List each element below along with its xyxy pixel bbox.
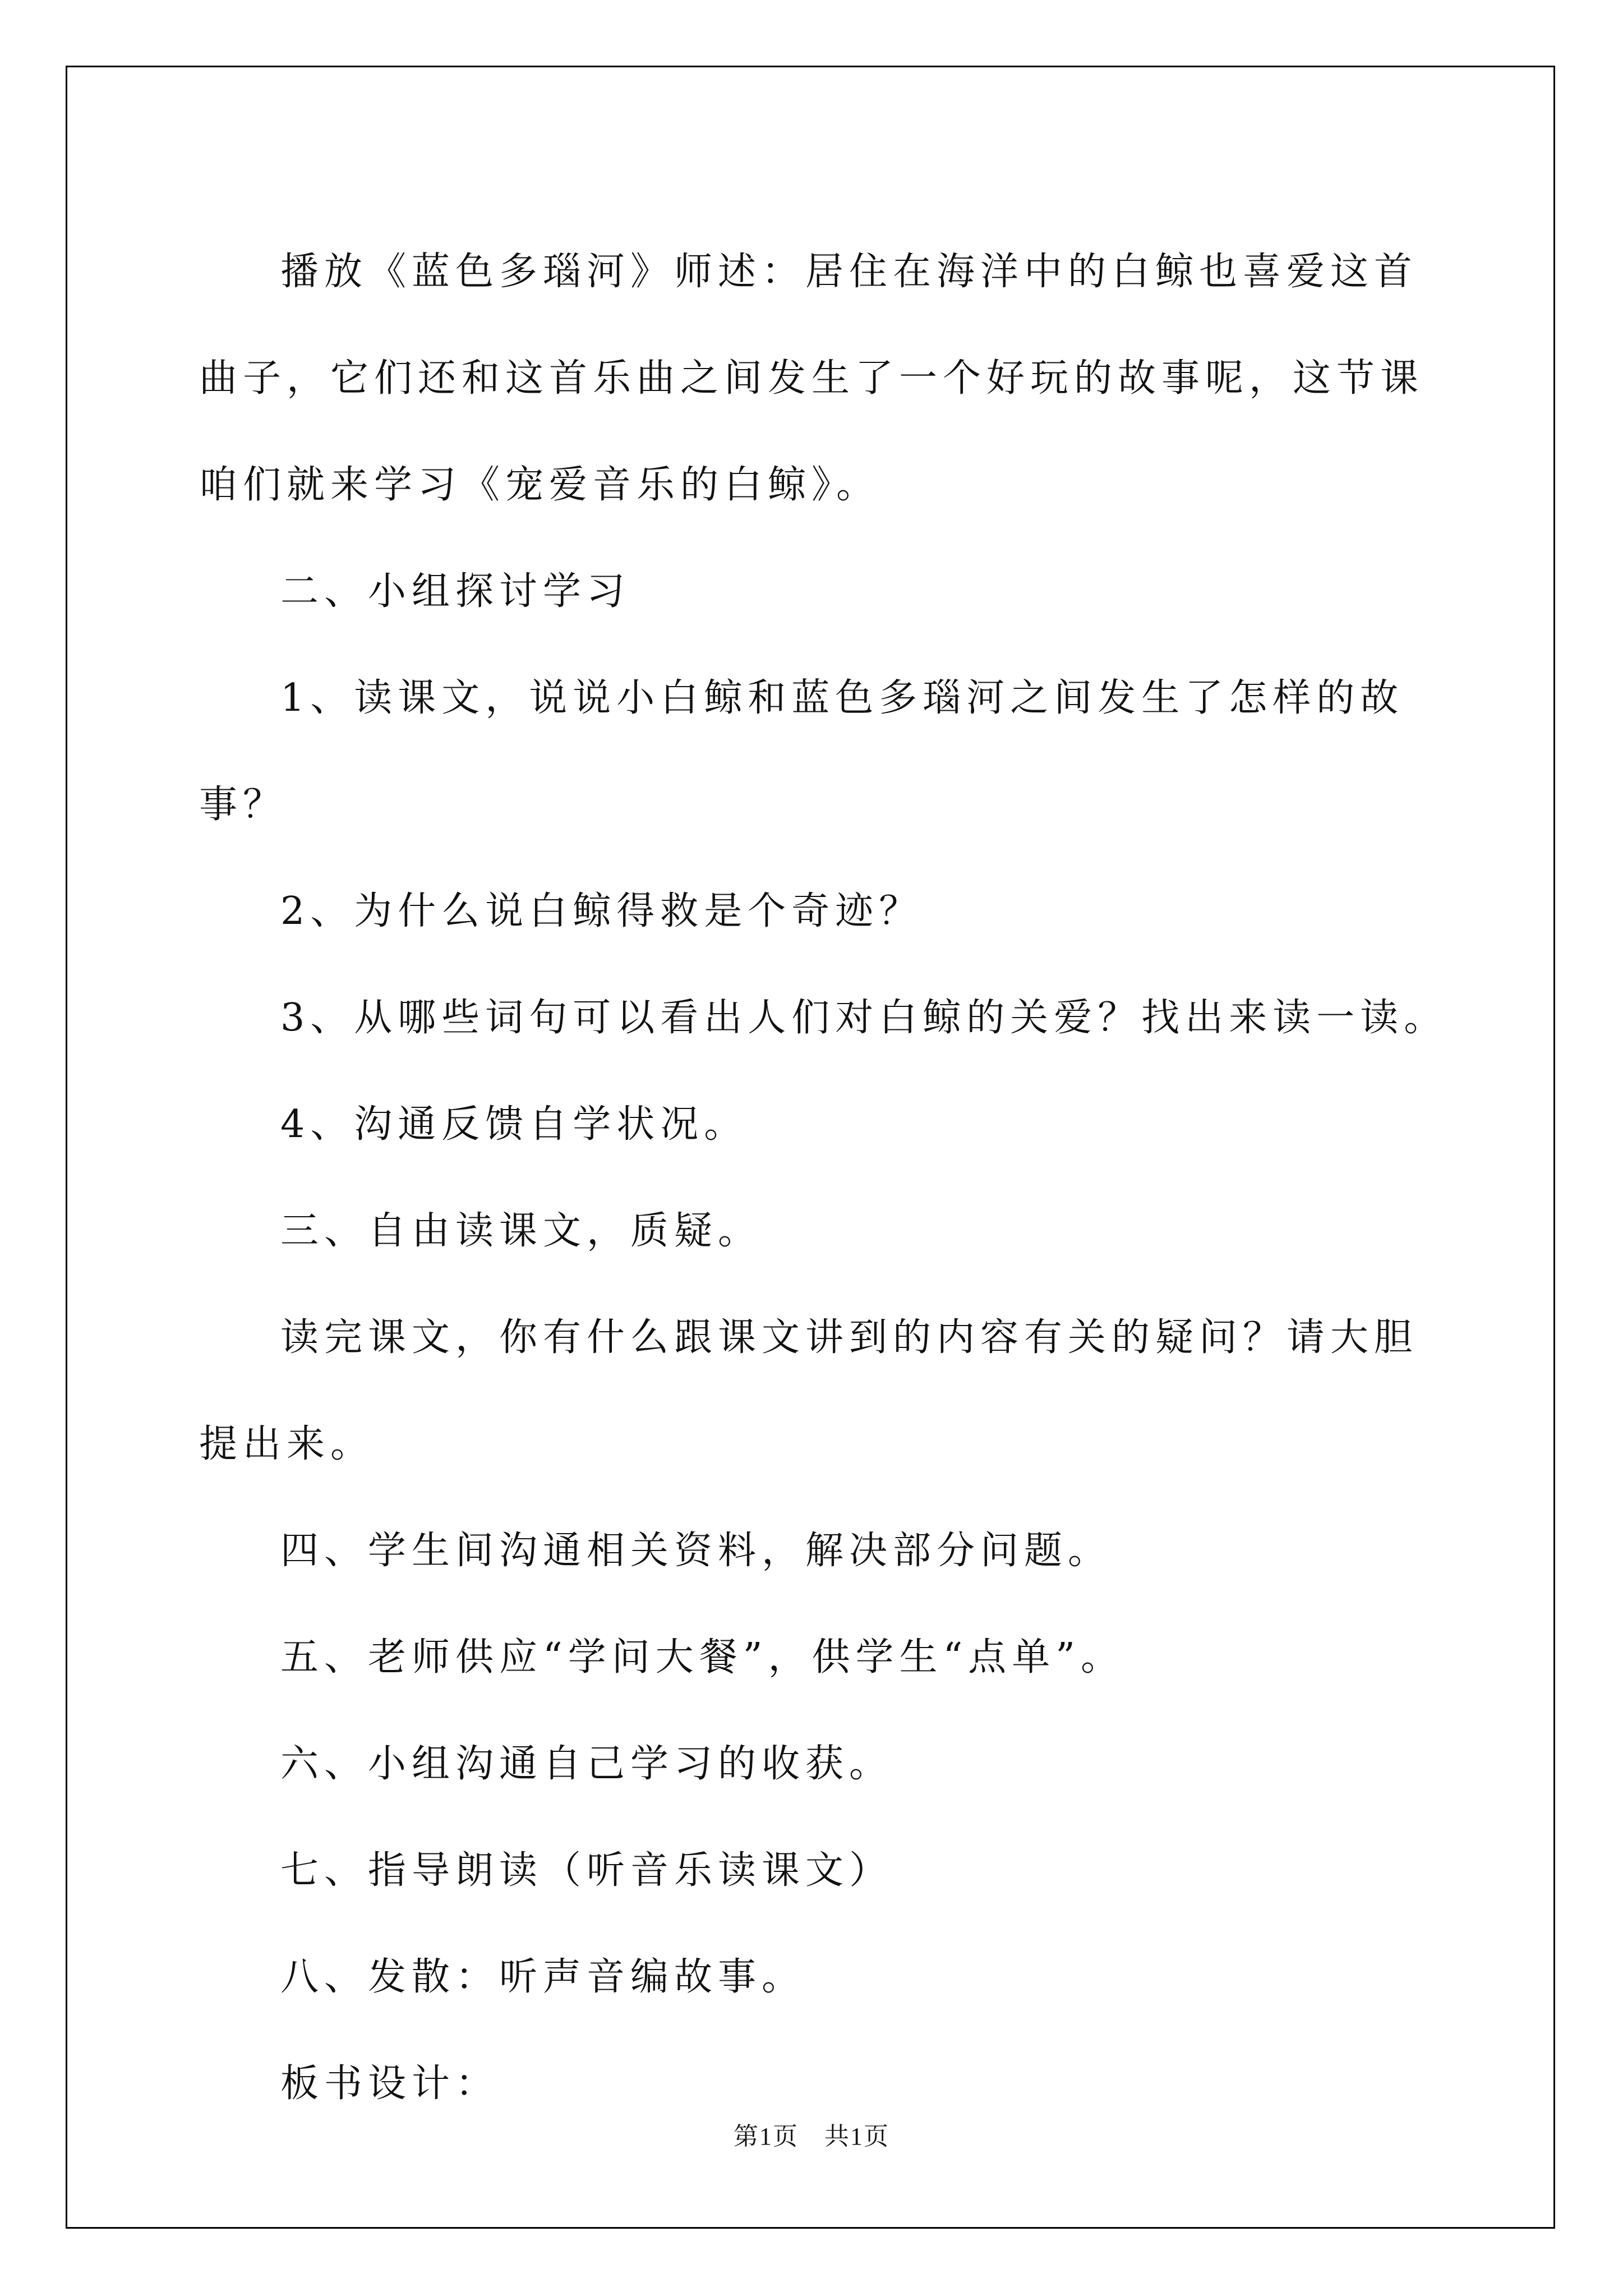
heading-section-4: 四、学生间沟通相关资料，解决部分问题。 bbox=[280, 1529, 1112, 1573]
heading-section-8: 八、发散：听声音编故事。 bbox=[280, 1955, 806, 1999]
paragraph-intro: 播放《蓝色多瑙河》师述：居住在海洋中的白鲸也喜爱这首曲子，它们还和这首乐曲之间发生了一个好玩的故事呢，这节课咱们就来学习《宠爱音乐的白鲸》。 bbox=[199, 250, 1424, 507]
heading-section-7: 七、指导朗读（听音乐读课文） bbox=[280, 1848, 893, 1893]
heading-section-2: 二、小组探讨学习 bbox=[280, 569, 631, 614]
list-item-4: 4、沟通反馈自学状况。 bbox=[280, 1102, 748, 1147]
list-item-2: 2、为什么说白鲸得救是个奇迹？ bbox=[280, 889, 923, 933]
list-item-3: 3、从哪些词句可以看出人们对白鲸的关爱？找出来读一读。 bbox=[280, 996, 1448, 1040]
list-item-1: 1、读课文，说说小白鲸和蓝色多瑙河之间发生了怎样的故事？ bbox=[199, 676, 1404, 827]
document-body bbox=[199, 219, 1455, 2137]
paragraph-questions: 读完课文，你有什么跟课文讲到的内容有关的疑问？请大胆提出来。 bbox=[199, 1315, 1418, 1466]
heading-section-3: 三、自由读课文，质疑。 bbox=[280, 1209, 762, 1253]
heading-section-6: 六、小组沟通自己学习的收获。 bbox=[280, 1742, 893, 1786]
heading-section-5: 五、老师供应“学问大餐”，供学生“点单”。 bbox=[280, 1635, 1125, 1680]
page-number-footer: 第1页 共1页 bbox=[734, 2123, 889, 2150]
board-design-label: 板书设计： bbox=[280, 2062, 500, 2106]
